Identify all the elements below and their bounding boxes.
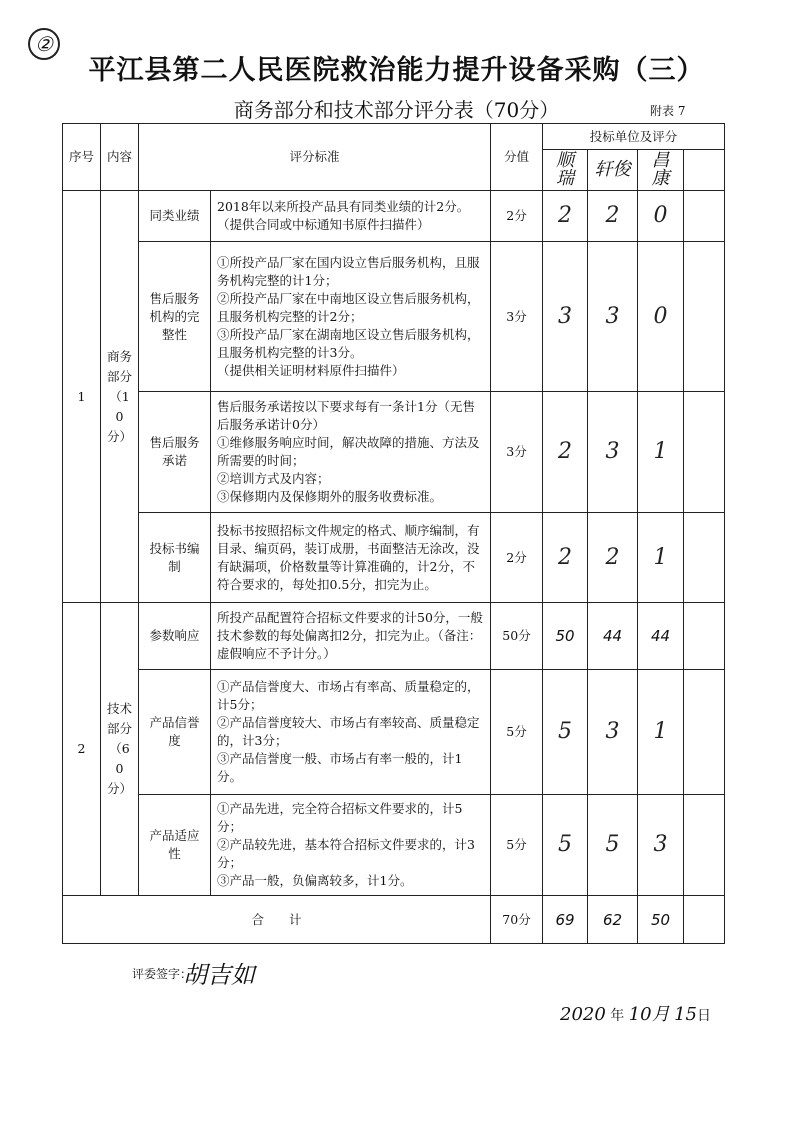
header-no: 序号	[63, 124, 101, 191]
item-score: 3分	[491, 242, 543, 392]
table-row	[63, 670, 725, 795]
signature: 胡吉如	[183, 961, 255, 989]
table-row	[63, 392, 725, 513]
bidder-mark: 0	[638, 191, 684, 242]
bidder-mark: 5	[543, 670, 588, 795]
bidder-mark: 3	[588, 670, 638, 795]
scoring-table	[62, 123, 725, 944]
item-score: 2分	[491, 191, 543, 242]
item-score: 5分	[491, 670, 543, 795]
item-criteria: 售后服务承诺按以下要求每有一条计1分（无售后服务承诺计0分） ①维修服务响应时间，解决故障的措施、方法及所需要的时间； ②培训方式及内容； ③保修期内及保修期外的服务收费标准。	[211, 392, 491, 513]
section-name: 商务部分（10分）	[101, 191, 139, 603]
item-name: 同类业绩	[139, 191, 211, 242]
item-score: 5分	[491, 795, 543, 896]
section-no: 2	[63, 603, 101, 896]
header-criteria: 评分标准	[139, 124, 491, 191]
total-mark: 69	[543, 896, 588, 944]
bidder-mark: 50	[543, 603, 588, 670]
bidder-mark: 1	[638, 670, 684, 795]
bidder-mark: 0	[638, 242, 684, 392]
bidder-mark: 44	[638, 603, 684, 670]
bidder-name: 顺瑞	[543, 150, 588, 191]
item-criteria: 所投产品配置符合招标文件要求的计50分，一般技术参数的每处偏离扣2分，扣完为止。（备注：虚假响应不予计分。）	[211, 603, 491, 670]
bidder-mark: 2	[588, 513, 638, 603]
bidder-mark: 5	[588, 795, 638, 896]
bidder-name: 轩俊	[588, 150, 638, 191]
bidder-mark: 2	[543, 513, 588, 603]
header-bidders: 投标单位及评分	[543, 124, 725, 150]
table-row	[63, 795, 725, 896]
bidder-mark: 44	[588, 603, 638, 670]
table-row	[63, 191, 725, 242]
signature-label: 评委签字：	[132, 967, 193, 981]
bidder-mark: 3	[588, 242, 638, 392]
item-criteria: 2018年以来所投产品具有同类业绩的计2分。（提供合同或中标通知书原件扫描件）	[211, 191, 491, 242]
item-criteria: ①产品信誉度大、市场占有率高、质量稳定的，计5分； ②产品信誉度较大、市场占有率较高、质量稳定的，计3分； ③产品信誉度一般、市场占有率一般的，计1分。	[211, 670, 491, 795]
bidder-mark: 2	[588, 191, 638, 242]
total-score: 70分	[491, 896, 543, 944]
item-name: 售后服务机构的完整性	[139, 242, 211, 392]
table-row	[63, 513, 725, 603]
bidder-name: 昌康	[638, 150, 684, 191]
section-name: 技术部分（60分）	[101, 603, 139, 896]
bidder-mark: 3	[638, 795, 684, 896]
total-mark: 62	[588, 896, 638, 944]
header-score: 分值	[491, 124, 543, 191]
bidder-mark: 5	[543, 795, 588, 896]
bidder-mark: 2	[543, 392, 588, 513]
item-name: 产品信誉度	[139, 670, 211, 795]
date: 2020 年 10月 15日	[560, 1004, 711, 1025]
bidder-mark: 3	[588, 392, 638, 513]
item-score: 50分	[491, 603, 543, 670]
total-mark: 50	[638, 896, 684, 944]
item-name: 售后服务承诺	[139, 392, 211, 513]
header-content: 内容	[101, 124, 139, 191]
item-criteria: 投标书按照招标文件规定的格式、顺序编制，有目录、编页码，装订成册，书面整洁无涂改，没有缺漏项，价格数量等计算准确的，计2分，不符合要求的，每处扣0.5分，扣完为止。	[211, 513, 491, 603]
page-number-mark: ②	[28, 28, 60, 60]
item-name: 产品适应性	[139, 795, 211, 896]
item-criteria: ①产品先进，完全符合招标文件要求的，计5分； ②产品较先进，基本符合招标文件要求的，计3分； ③产品一般，负偏离较多，计1分。	[211, 795, 491, 896]
appendix-label: 附表 7	[650, 104, 686, 118]
table-row	[63, 242, 725, 392]
item-score: 2分	[491, 513, 543, 603]
item-criteria: ①所投产品厂家在国内设立售后服务机构，且服务机构完整的计1分； ②所投产品厂家在中南地区设立售后服务机构，且服务机构完整的计2分； ③所投产品厂家在湖南地区设立售后服务机构，且服务机构完整的计3分。 （提供相关证明材料原件扫描件）	[211, 242, 491, 392]
bidder-mark: 1	[638, 392, 684, 513]
total-label: 合 计	[63, 896, 491, 944]
item-name: 投标书编制	[139, 513, 211, 603]
bidder-mark: 1	[638, 513, 684, 603]
document-title: 平江县第二人民医院救治能力提升设备采购（三）	[88, 55, 705, 86]
section-no: 1	[63, 191, 101, 603]
item-score: 3分	[491, 392, 543, 513]
table-row	[63, 603, 725, 670]
bidder-mark: 3	[543, 242, 588, 392]
item-name: 参数响应	[139, 603, 211, 670]
document-subtitle: 商务部分和技术部分评分表（70分）	[233, 98, 560, 122]
bidder-mark: 2	[543, 191, 588, 242]
total-row	[63, 896, 725, 944]
